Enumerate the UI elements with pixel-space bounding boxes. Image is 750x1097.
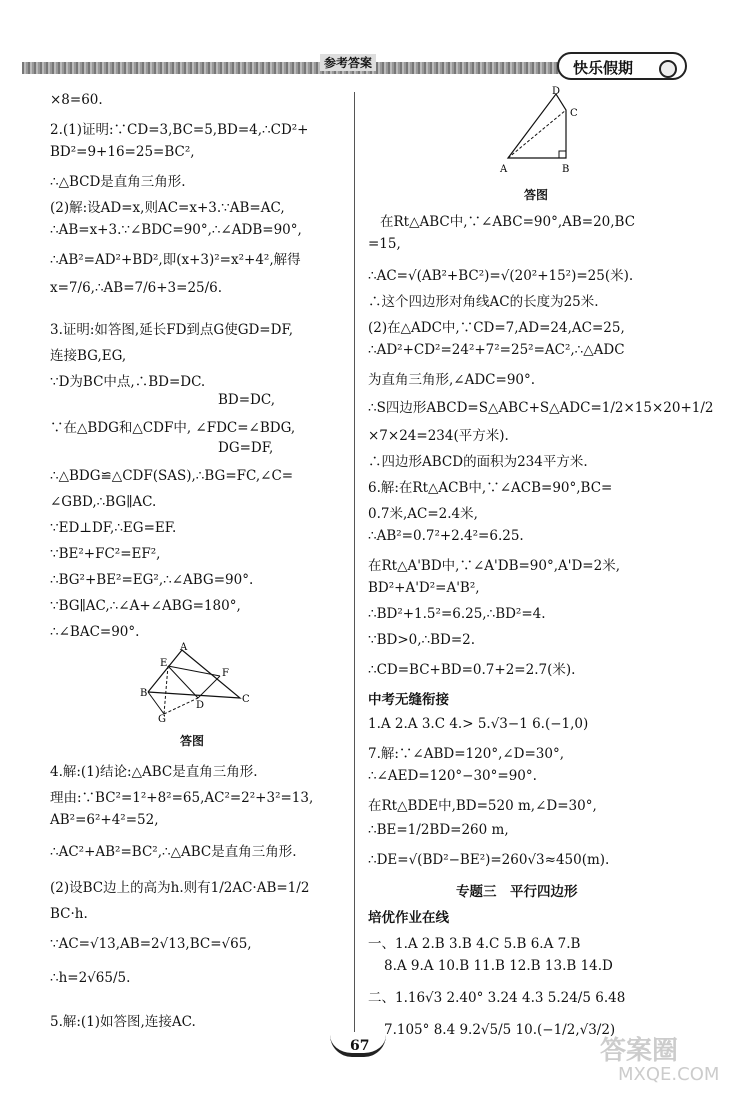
- text-line: 为直角三角形,∠ADC=90°.: [368, 372, 536, 388]
- text-line: ∴CD=BC+BD=0.7+2=2.7(米).: [368, 662, 576, 678]
- label-b: B: [140, 688, 148, 699]
- text-line: ∴BD²+1.5²=6.25,∴BD²=4.: [368, 606, 546, 622]
- text-line: ∴∠BAC=90°.: [50, 624, 140, 640]
- text-line: ∵BE²+FC²=EF²,: [50, 546, 161, 562]
- text-line: 2.(1)证明:∵CD=3,BC=5,BD=4,∴CD²+: [50, 122, 309, 138]
- text-line: 6.解:在Rt△ACB中,∵∠ACB=90°,BC=: [368, 480, 613, 496]
- text-line: ∴DE=√(BD²−BE²)=260√3≈450(m).: [368, 852, 610, 868]
- label-d: D: [552, 86, 561, 97]
- text-line: ∴BE=1/2BD=260 m,: [368, 822, 509, 838]
- column-divider: [354, 92, 355, 1032]
- text-line: BD=DC,: [218, 392, 276, 408]
- topic-title: 专题三 平行四边形: [456, 884, 578, 900]
- watermark-url: MXQE.COM: [618, 1064, 720, 1085]
- figure-caption: 答图: [180, 734, 205, 748]
- text-line: DG=DF,: [218, 440, 274, 456]
- text-line: ∴BG²+BE²=EG²,∴∠ABG=90°.: [50, 572, 254, 588]
- left-column: [50, 0, 345, 1040]
- page-number: 67: [350, 1038, 370, 1054]
- right-column: [368, 0, 714, 1040]
- quadrilateral-figure: [496, 86, 592, 178]
- text-line: ∵BD>0,∴BD=2.: [368, 632, 476, 648]
- text-line: 7.解:∵∠ABD=120°,∠D=30°,: [368, 746, 565, 762]
- text-line: ∵ED⊥DF,∴EG=EF.: [50, 520, 177, 536]
- section-heading: 中考无缝衔接: [368, 692, 449, 708]
- watermark-logo: 答案圈: [600, 1036, 679, 1066]
- label-a: A: [180, 642, 188, 653]
- text-line: ∴AB=x+3.∵∠BDC=90°,∴∠ADB=90°,: [50, 222, 302, 238]
- text-line: ∴AB²=0.7²+2.4²=6.25.: [368, 528, 524, 544]
- answer-line: 7.105° 8.4 9.2√5/5 10.(−1/2,√3/2): [384, 1022, 616, 1038]
- text-line: ∴这个四边形对角线AC的长度为25米.: [368, 294, 599, 310]
- text-line: ∴S四边形ABCD=S△ABC+S△ADC=1/2×15×20+1/2: [368, 400, 714, 416]
- section-heading: 培优作业在线: [368, 910, 449, 926]
- text-line: 在Rt△ABC中,∵∠ABC=90°,AB=20,BC: [380, 214, 636, 230]
- text-line: ∴△BDG≌△CDF(SAS),∴BG=FC,∠C=: [50, 468, 294, 484]
- figure-caption: 答图: [524, 188, 549, 202]
- text-line: ∴AD²+CD²=24²+7²=25²=AC²,∴△ADC: [368, 342, 625, 358]
- text-line: ∴AC²+AB²=BC²,∴△ABC是直角三角形.: [50, 844, 297, 860]
- text-line: =15,: [368, 236, 401, 252]
- text-line: 理由:∵BC²=1²+8²=65,AC²=2²+3²=13,: [50, 790, 314, 806]
- text-line: AB²=6²+4²=52,: [50, 812, 159, 828]
- text-line: ×8=60.: [50, 92, 103, 108]
- text-line: ∴四边形ABCD的面积为234平方米.: [368, 454, 588, 470]
- text-line: ∴AB²=AD²+BD²,即(x+3)²=x²+4²,解得: [50, 252, 301, 268]
- label-a: A: [500, 164, 508, 175]
- label-g: G: [158, 714, 166, 722]
- label-f: F: [222, 668, 229, 679]
- text-line: 4.解:(1)结论:△ABC是直角三角形.: [50, 764, 258, 780]
- text-line: BC·h.: [50, 906, 88, 922]
- text-line: ×7×24=234(平方米).: [368, 428, 509, 444]
- text-line: ∵D为BC中点,∴BD=DC.: [50, 374, 206, 390]
- series-title: 快乐假期: [573, 59, 634, 77]
- text-line: BD²=9+16=25=BC²,: [50, 144, 195, 160]
- text-line: ∵AC=√13,AB=2√13,BC=√65,: [50, 936, 252, 952]
- text-line: ∴AC=√(AB²+BC²)=√(20²+15²)=25(米).: [368, 268, 634, 284]
- text-line: 5.解:(1)如答图,连接AC.: [50, 1014, 196, 1030]
- text-line: 1.A 2.A 3.C 4.> 5.√3−1 6.(−1,0): [368, 716, 589, 732]
- text-line: ∴∠AED=120°−30°=90°.: [368, 768, 537, 784]
- text-line: (2)在△ADC中,∵CD=7,AD=24,AC=25,: [368, 320, 625, 336]
- text-line: 在Rt△A'BD中,∵∠A'DB=90°,A'D=2米,: [368, 558, 620, 574]
- text-line: ∠GBD,∴BG∥AC.: [50, 494, 157, 510]
- answer-line: 二、1.16√3 2.40° 3.24 4.3 5.24/5 6.48: [368, 990, 626, 1006]
- text-line: BD²+A'D²=A'B²,: [368, 580, 480, 596]
- label-b: B: [562, 164, 570, 175]
- text-line: ∵在△BDG和△CDF中, ∠FDC=∠BDG,: [50, 420, 296, 436]
- text-line: 在Rt△BDE中,BD=520 m,∠D=30°,: [368, 798, 597, 814]
- text-line: x=7/6,∴AB=7/6+3=25/6.: [50, 280, 223, 296]
- label-c: C: [570, 108, 578, 119]
- answer-line: 一、1.A 2.B 3.B 4.C 5.B 6.A 7.B: [368, 936, 581, 952]
- text-line: 0.7米,AC=2.4米,: [368, 506, 478, 522]
- header-title: 参考答案: [320, 54, 376, 71]
- label-e: E: [160, 658, 168, 669]
- text-line: 连接BG,EG,: [50, 348, 127, 364]
- text-line: ∴h=2√65/5.: [50, 970, 131, 986]
- text-line: (2)设BC边上的高为h.则有1/2AC·AB=1/2: [50, 880, 310, 896]
- text-line: ∵BG∥AC,∴∠A+∠ABG=180°,: [50, 598, 241, 614]
- label-d: D: [196, 700, 205, 711]
- answer-line: 8.A 9.A 10.B 11.B 12.B 13.B 14.D: [384, 958, 613, 974]
- label-c: C: [242, 694, 250, 705]
- text-line: (2)解:设AD=x,则AC=x+3.∵AB=AC,: [50, 200, 285, 216]
- triangle-figure: [140, 642, 260, 722]
- text-line: 3.证明:如答图,延长FD到点G使GD=DF,: [50, 322, 293, 338]
- text-line: ∴△BCD是直角三角形.: [50, 174, 186, 190]
